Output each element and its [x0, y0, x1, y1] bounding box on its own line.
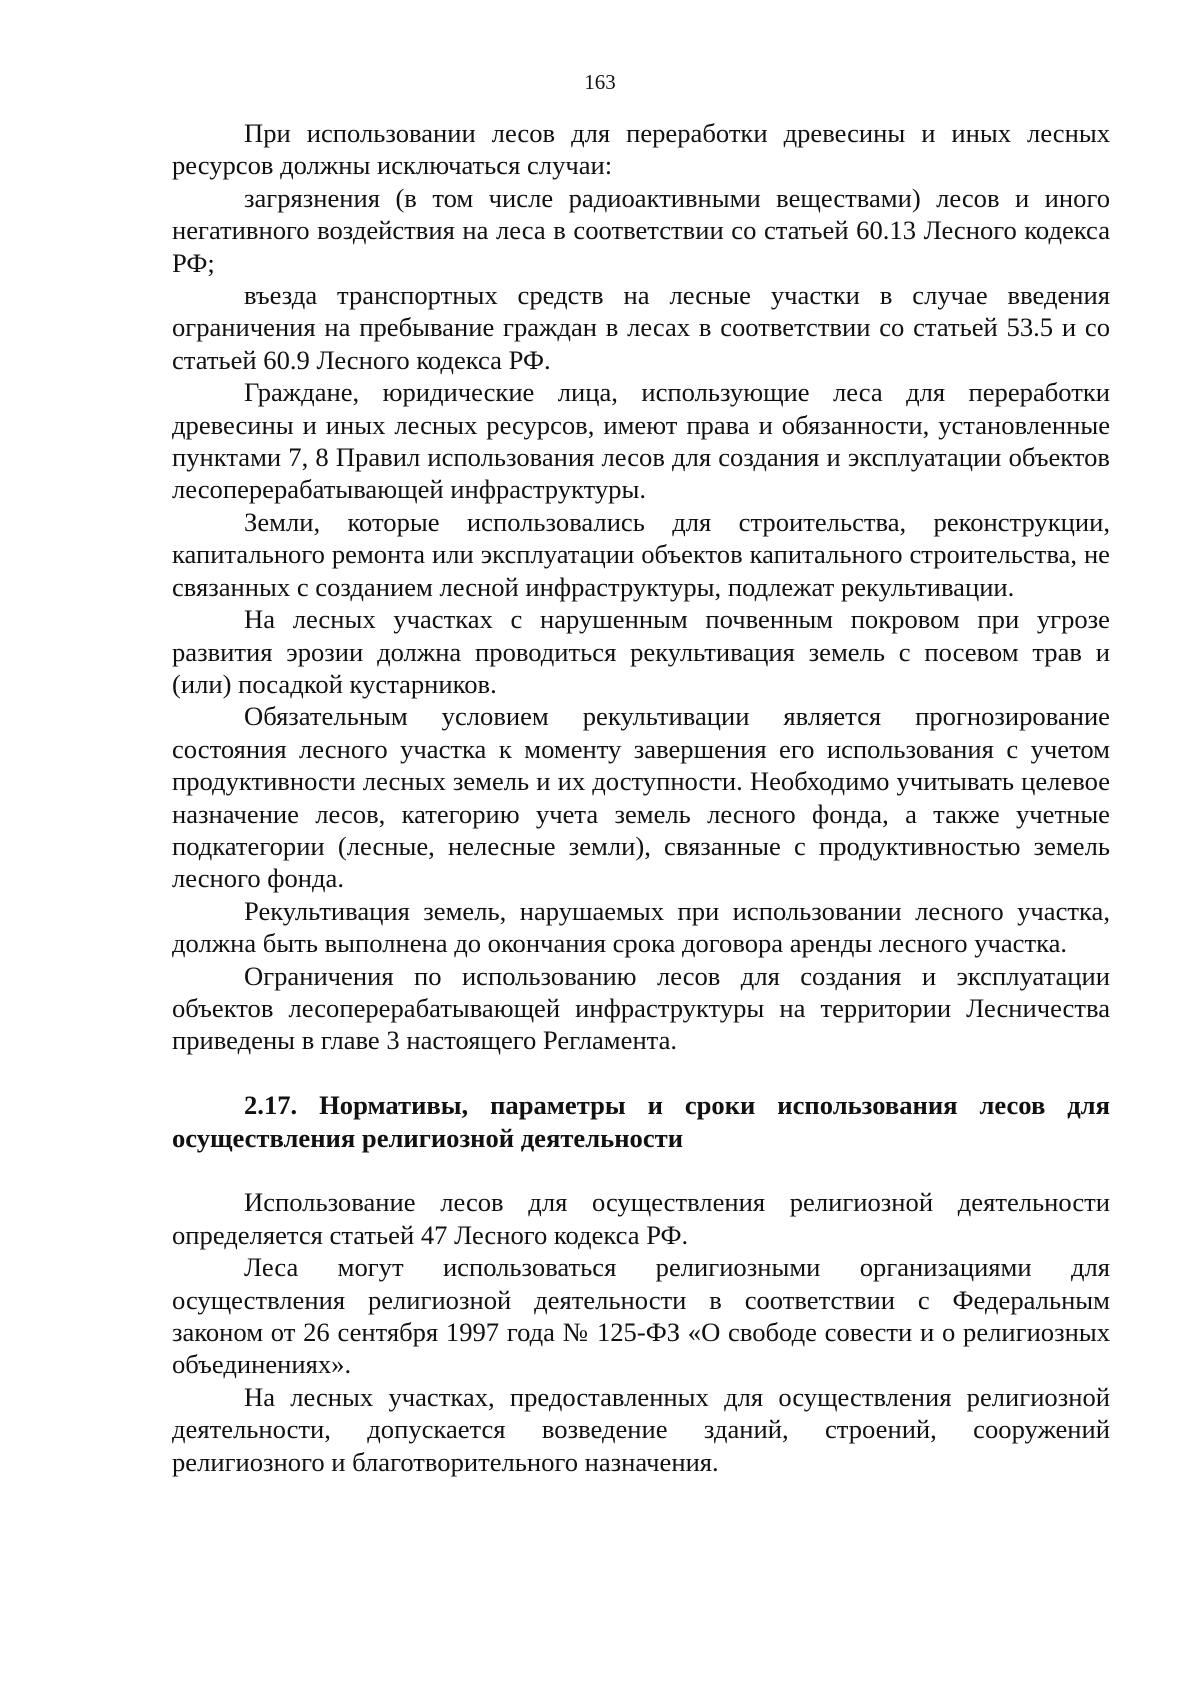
paragraph: Леса могут использоваться религиозными организациями для осуществления религиозной деятельности в соответствии с Федеральным законом от 26 сентября 1997 года № 125-ФЗ «О свободе совести и о религиозных объединениях». — [172, 1252, 1110, 1380]
paragraph: въезда транспортных средств на лесные участки в случае введения ограничения на пребывание граждан в лесах в соответствии со статьей 53.5 и со статьей 60.9 Лесного кодекса РФ. — [172, 280, 1110, 375]
paragraph: Граждане, юридические лица, использующие леса для переработки древесины и иных лесных ресурсов, имеют права и обязанности, установленные пунктами 7, 8 Правил использования лесов для создания и эксплуатации объектов лесоперерабатывающей инфраструктуры. — [172, 377, 1110, 505]
section-heading: 2.17. Нормативы, параметры и сроки использования лесов для осуществления религиозной деятельности — [172, 1090, 1110, 1153]
paragraph: На лесных участках с нарушенным почвенным покровом при угрозе развития эрозии должна проводиться рекультивация земель с посевом трав и (или) посадкой кустарников. — [172, 604, 1110, 699]
paragraph: На лесных участках, предоставленных для осуществления религиозной деятельности, допускается возведение зданий, строений, сооружений религиозного и благотворительного назначения. — [172, 1381, 1110, 1477]
paragraph: Обязательным условием рекультивации является прогнозирование состояния лесного участка к моменту завершения его использования с учетом продуктивности лесных земель и их доступности. Необходимо учитывать целевое назначение лесов, категорию учета земель лесного фонда, а также учетные подкатегории (лесные, нелесные земли), связанные с продуктивностью земель лесного фонда. — [172, 701, 1110, 894]
paragraph: Земли, которые использовались для строительства, реконструкции, капитального ремонта или эксплуатации объектов капитального строительства, не связанных с созданием лесной инфраструктуры, подлежат рекультивации. — [172, 506, 1110, 602]
paragraph: Ограничения по использованию лесов для создания и эксплуатации объектов лесоперерабатывающей инфраструктуры на территории Лесничества приведены в главе 3 настоящего Регламента. — [172, 960, 1110, 1056]
paragraph: загрязнения (в том числе радиоактивными веществами) лесов и иного негативного воздействия на леса в соответствии со статьей 60.13 Лесного кодекса РФ; — [172, 182, 1110, 278]
paragraph: При использовании лесов для переработки древесины и иных лесных ресурсов должны исключаться случаи: — [172, 118, 1110, 181]
paragraph: Использование лесов для осуществления религиозной деятельности определяется статьей 47 Лесного кодекса РФ. — [172, 1187, 1110, 1250]
document-body — [172, 117, 1110, 1478]
page-number: 163 — [584, 70, 616, 94]
paragraph: Рекультивация земель, нарушаемых при использовании лесного участка, должна быть выполнена до окончания срока договора аренды лесного участка. — [172, 895, 1110, 959]
